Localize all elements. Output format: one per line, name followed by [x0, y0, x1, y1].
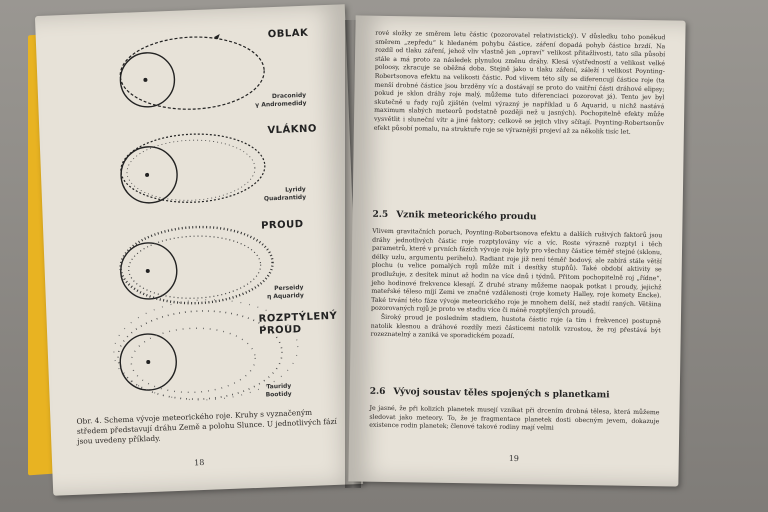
section-2-6-body — [369, 405, 659, 435]
meteor-stream-diagram — [35, 4, 360, 416]
section-number: 2.6 — [369, 386, 386, 397]
stage-label-oblak: OBLAK — [267, 27, 309, 41]
section-heading-2-6 — [370, 387, 660, 402]
page-number-left: 18 — [193, 457, 205, 468]
shower-label-group — [238, 186, 307, 205]
stage-label-rozptyleny-proud: ROZPTÝLENÝ PROUD — [258, 310, 338, 337]
section-title: Vznik meteorického proudu — [396, 210, 537, 223]
shower-label: Lyridy — [285, 185, 306, 194]
shower-label: η Aquaridy — [266, 292, 304, 301]
section-heading-2-5 — [372, 210, 662, 225]
section-2-5-body — [371, 228, 663, 344]
right-page — [348, 15, 685, 486]
paragraph: Vlivem gravitačních poruch, Poynting-Robertsonova efektu a dalších rušivých faktorů jsou dráhy jednotlivých částic roje rozptylovány víc a víc. Roste výrazně rozptyl i těch parametrů, které v prvních fázích vývoje roje byly pro všechny částice téměř stejné (sklonu, délky uzlu, argumentu perihelu). Radiant roje již není téměř bodový, ale zabírá stále větší plochu (u velice pomalých rojů může mít i desítky stupňů). Také období aktivity se prodlužuje, z desítek minut až hodin na více dnů i týdnů. Přitom pochopitelně roj „řídne“, jeho hodinové frekvence klesají. Z druhé strany můžeme naopak potkat i proudy, jejichž mateřské těleso míjí Zemi ve značné vzdálenosti (roje komety Halley, roje komety Encke). Také trvání této fáze vývoje meteorického roje je mnohem delší, než stadií raných. Většina pozorovaných rojů je proto ve stadiu více či méně rozptýlených proudů. — [371, 227, 663, 316]
shower-label: γ Andromedidy — [254, 99, 307, 109]
stage-label-proud: PROUD — [260, 218, 304, 232]
figure-caption: Obr. 4. Schema vývoje meteorického roje. Kruhy s vyznačeným středem představují dráhu Země a polohu Slunce. U jednotlivých fází jsou uvedeny příklady. — [76, 407, 337, 446]
page-number-right: 19 — [508, 453, 519, 464]
sun-dot — [145, 173, 149, 177]
left-page — [35, 4, 363, 496]
paragraph: Je jasné, že při kolizích planetek musejí vznikat při drcením drobná tělesa, která můžeme sledovat jako meteory. To, že je fragmentace planetek dosti obecným jevem, dokazuje existence rodin planetek; členové takové rodiny mají velmi — [369, 404, 660, 432]
shower-label: Perseidy — [274, 284, 304, 293]
shower-label: Tauridy — [266, 382, 292, 391]
paragraph: Široký proud je posledním stadiem, hustota částic roje (a tím i frekvence) postupně natolik klesnou a dráhové rozdíly mezi částicemi natolik vzrostou, že roj přestává být rozeznatelný a zaniká ve sporadickém pozadí. — [370, 313, 661, 341]
paragraph-top — [374, 30, 666, 138]
section-number: 2.5 — [372, 209, 389, 220]
shower-label: Draconidy — [271, 91, 307, 101]
shower-label: Quadrantidy — [263, 193, 307, 203]
shower-label-group — [233, 383, 292, 401]
stage-label-vlakno: VLÁKNO — [267, 123, 318, 137]
paragraph: rové složky ze směrem letu částic (pozorovatel relativistický). V důsledku toho poněkud směrem „zepředu“ k hledaném pohybu částice, záření dopadá pohyb částice brzdí. Na rozdíl od tlaku záření, jehož vliv vlastně jen „opraví“ velikost přitažlivosti, tato síla působí stále a má proto za následek plynulou změnu dráhy. Klesá výstředností a velikost velké poloosy, zkracuje se oběžná doba. Stejně jako u tlaku záření, záleží i velikost Poynting-Robertsonova efektu na velikosti částic. Pod vlivem této síly se diferencují částice roje (ta menší drobné částice jsou brzděny víc a dostávají se proto do vnitřní části dráhové elipsy; pokud je sklon dráhy roje malý, můžeme tuto diferenciaci pozorovat já). Tento jev byl skutečně u řady rojů zjištěn (velmi výrazný je například u δ Aquarid, u nichž nastává maximum slabých meteorů podstatně později než u jasných). Pochopitelně efekty může vysvětlit i sluneční vítr a jiné faktory; celkově se jejich vlivy sčítají. Poynting-Robertsonův efekt působí pomalu, na struktuře roje se výraznější projeví až za několik tisíc let. — [373, 29, 666, 136]
shower-label-group — [235, 284, 304, 303]
sun-dot — [143, 78, 147, 82]
shower-label-group — [230, 92, 307, 111]
shower-label: Bootidy — [265, 390, 292, 399]
sun-dot — [146, 269, 150, 273]
section-title: Vývoj soustav těles spojených s planetkami — [393, 387, 610, 401]
sun-dot — [146, 360, 150, 364]
